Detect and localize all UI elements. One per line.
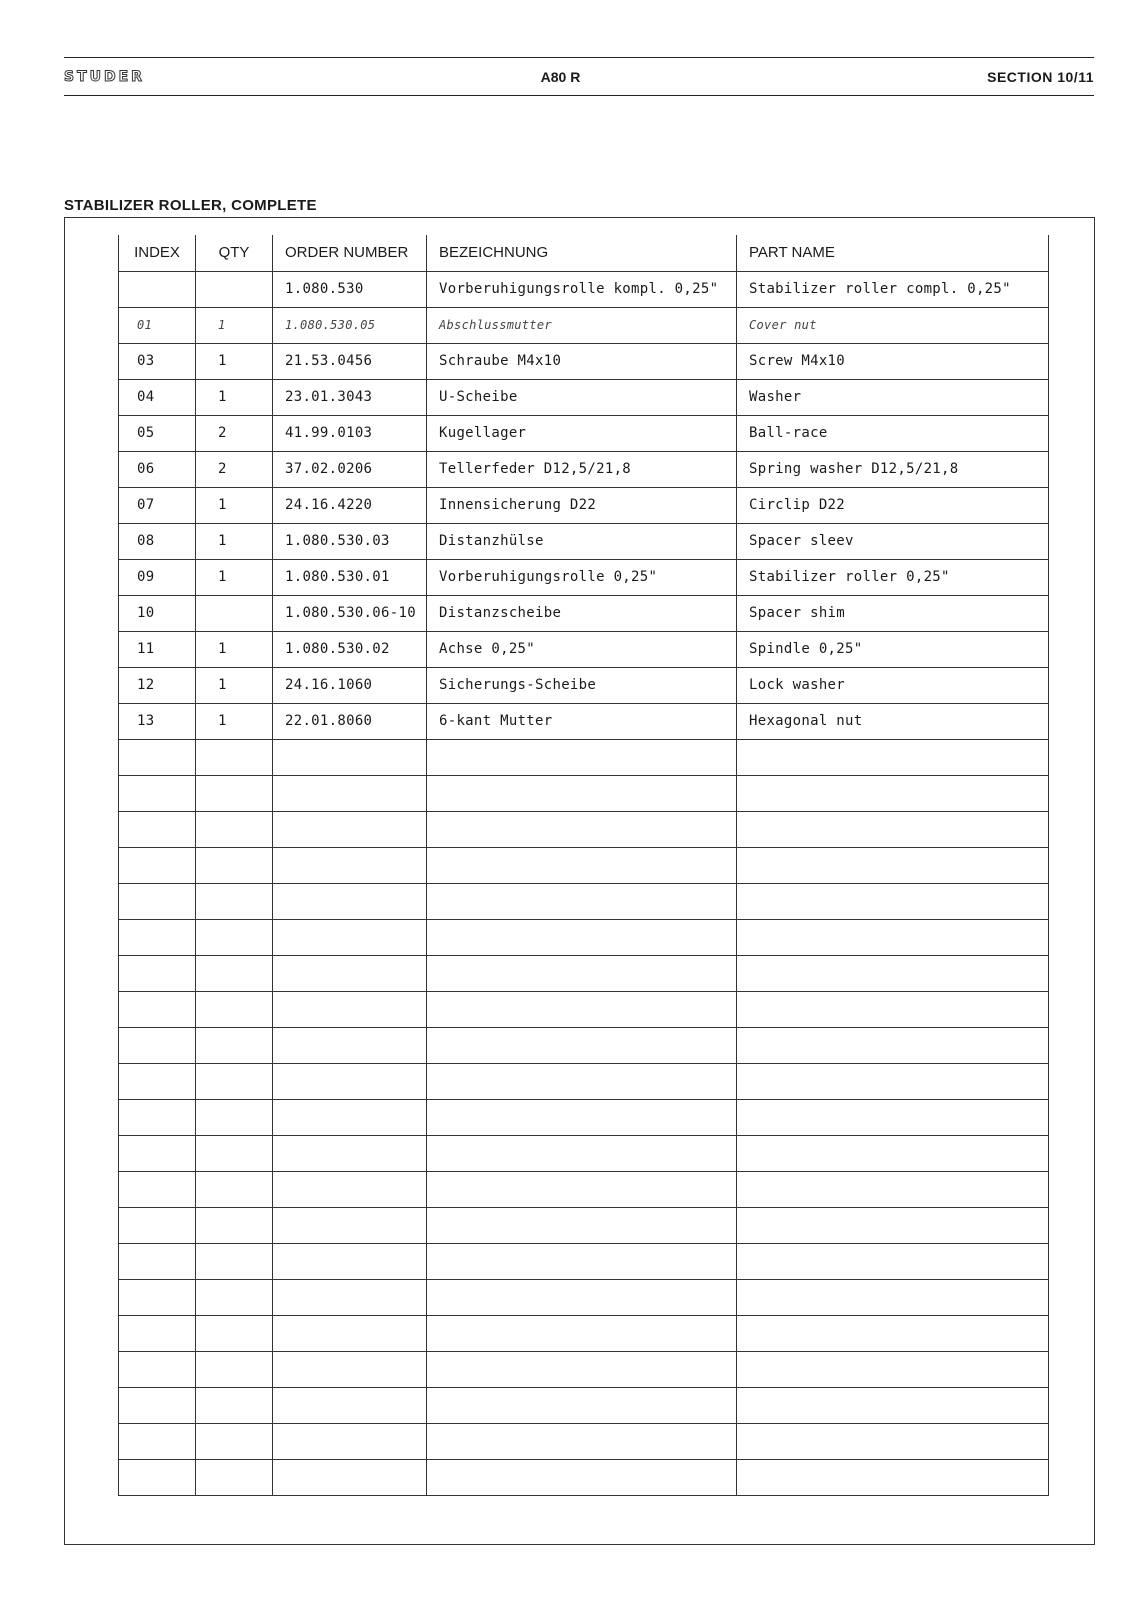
- empty-cell: [119, 1315, 196, 1351]
- empty-cell: [737, 847, 1049, 883]
- cell-part-name: Washer: [737, 379, 1049, 415]
- cell-bezeichnung: Vorberuhigungsrolle 0,25": [427, 559, 737, 595]
- empty-cell: [427, 1459, 737, 1495]
- column-header-index: INDEX: [119, 235, 196, 271]
- empty-cell: [737, 811, 1049, 847]
- cell-qty: 1: [196, 631, 273, 667]
- cell-order-number: 1.080.530.05: [273, 307, 427, 343]
- table-row: [119, 343, 1049, 379]
- table-header-row: [119, 235, 1049, 271]
- cell-bezeichnung: Distanzscheibe: [427, 595, 737, 631]
- empty-cell: [273, 811, 427, 847]
- empty-cell: [427, 1315, 737, 1351]
- cell-index: 12: [119, 667, 196, 703]
- empty-cell: [273, 739, 427, 775]
- empty-table-row: [119, 1063, 1049, 1099]
- empty-cell: [119, 1171, 196, 1207]
- empty-cell: [273, 1099, 427, 1135]
- empty-cell: [196, 1459, 273, 1495]
- empty-cell: [196, 1135, 273, 1171]
- empty-cell: [196, 1351, 273, 1387]
- empty-cell: [119, 1207, 196, 1243]
- empty-cell: [427, 919, 737, 955]
- table-row: [119, 595, 1049, 631]
- empty-cell: [737, 1387, 1049, 1423]
- cell-bezeichnung: Vorberuhigungsrolle kompl. 0,25": [427, 271, 737, 307]
- cell-qty: 1: [196, 523, 273, 559]
- empty-cell: [737, 919, 1049, 955]
- header-top-rule: [64, 57, 1094, 58]
- table-row: [119, 667, 1049, 703]
- empty-cell: [196, 775, 273, 811]
- column-header-bezeichnung: BEZEICHNUNG: [427, 235, 737, 271]
- empty-cell: [427, 1171, 737, 1207]
- cell-part-name: Lock washer: [737, 667, 1049, 703]
- cell-index: 04: [119, 379, 196, 415]
- empty-table-row: [119, 1027, 1049, 1063]
- empty-table-row: [119, 1099, 1049, 1135]
- empty-cell: [427, 739, 737, 775]
- empty-cell: [196, 1279, 273, 1315]
- cell-qty: 1: [196, 343, 273, 379]
- cell-part-name: Spring washer D12,5/21,8: [737, 451, 1049, 487]
- empty-table-row: [119, 775, 1049, 811]
- cell-part-name: Ball-race: [737, 415, 1049, 451]
- empty-cell: [427, 883, 737, 919]
- empty-cell: [196, 1315, 273, 1351]
- empty-cell: [119, 1387, 196, 1423]
- cell-index: 01: [119, 307, 196, 343]
- empty-table-row: [119, 1171, 1049, 1207]
- empty-cell: [737, 739, 1049, 775]
- empty-cell: [119, 1279, 196, 1315]
- empty-cell: [196, 1099, 273, 1135]
- empty-cell: [427, 955, 737, 991]
- cell-part-name: Circlip D22: [737, 487, 1049, 523]
- cell-qty: 2: [196, 451, 273, 487]
- cell-order-number: 24.16.1060: [273, 667, 427, 703]
- empty-cell: [427, 1243, 737, 1279]
- table-row: [119, 559, 1049, 595]
- empty-table-row: [119, 1459, 1049, 1495]
- cell-qty: [196, 595, 273, 631]
- empty-cell: [737, 1315, 1049, 1351]
- cell-qty: 1: [196, 559, 273, 595]
- empty-cell: [119, 775, 196, 811]
- empty-cell: [737, 1279, 1049, 1315]
- cell-order-number: 23.01.3043: [273, 379, 427, 415]
- cell-part-name: Stabilizer roller 0,25": [737, 559, 1049, 595]
- empty-cell: [273, 919, 427, 955]
- empty-cell: [119, 811, 196, 847]
- empty-cell: [196, 1207, 273, 1243]
- empty-cell: [427, 775, 737, 811]
- empty-cell: [427, 847, 737, 883]
- cell-qty: 1: [196, 487, 273, 523]
- cell-qty: 2: [196, 415, 273, 451]
- table-row: [119, 523, 1049, 559]
- empty-cell: [427, 1423, 737, 1459]
- cell-bezeichnung: Schraube M4x10: [427, 343, 737, 379]
- empty-cell: [196, 847, 273, 883]
- empty-cell: [427, 1207, 737, 1243]
- cell-part-name: Spacer sleev: [737, 523, 1049, 559]
- empty-cell: [273, 1135, 427, 1171]
- empty-cell: [119, 991, 196, 1027]
- column-header-part-name: PART NAME: [737, 235, 1049, 271]
- empty-cell: [119, 1135, 196, 1171]
- empty-cell: [196, 919, 273, 955]
- header-bottom-rule: [64, 95, 1094, 96]
- cell-order-number: 1.080.530.03: [273, 523, 427, 559]
- empty-cell: [273, 847, 427, 883]
- empty-cell: [273, 1387, 427, 1423]
- empty-cell: [737, 991, 1049, 1027]
- cell-order-number: 1.080.530.01: [273, 559, 427, 595]
- cell-index: 09: [119, 559, 196, 595]
- cell-qty: 1: [196, 307, 273, 343]
- empty-cell: [196, 1063, 273, 1099]
- cell-qty: 1: [196, 379, 273, 415]
- document-title: STABILIZER ROLLER, COMPLETE: [64, 197, 317, 214]
- empty-cell: [196, 883, 273, 919]
- empty-cell: [196, 1243, 273, 1279]
- cell-part-name: Spindle 0,25": [737, 631, 1049, 667]
- cell-order-number: 1.080.530: [273, 271, 427, 307]
- cell-bezeichnung: Tellerfeder D12,5/21,8: [427, 451, 737, 487]
- empty-cell: [737, 1099, 1049, 1135]
- table-row: [119, 307, 1049, 343]
- empty-cell: [119, 1243, 196, 1279]
- cell-order-number: 1.080.530.02: [273, 631, 427, 667]
- cell-index: [119, 271, 196, 307]
- cell-index: 05: [119, 415, 196, 451]
- empty-cell: [737, 1135, 1049, 1171]
- empty-cell: [427, 991, 737, 1027]
- empty-cell: [119, 1351, 196, 1387]
- empty-table-row: [119, 1315, 1049, 1351]
- empty-cell: [273, 955, 427, 991]
- empty-cell: [273, 775, 427, 811]
- empty-cell: [427, 1027, 737, 1063]
- empty-cell: [737, 1207, 1049, 1243]
- table-row: [119, 451, 1049, 487]
- cell-order-number: 22.01.8060: [273, 703, 427, 739]
- empty-cell: [273, 1171, 427, 1207]
- column-header-order-number: ORDER NUMBER: [273, 235, 427, 271]
- empty-table-row: [119, 883, 1049, 919]
- cell-qty: 1: [196, 703, 273, 739]
- parts-table: [118, 235, 1049, 1496]
- cell-index: 07: [119, 487, 196, 523]
- section-label: SECTION 10/11: [987, 69, 1094, 85]
- column-header-qty: QTY: [196, 235, 273, 271]
- cell-bezeichnung: Abschlussmutter: [427, 307, 737, 343]
- empty-cell: [737, 1423, 1049, 1459]
- empty-cell: [119, 1099, 196, 1135]
- cell-index: 11: [119, 631, 196, 667]
- empty-cell: [273, 1351, 427, 1387]
- empty-cell: [119, 1027, 196, 1063]
- empty-cell: [427, 1387, 737, 1423]
- empty-cell: [427, 1351, 737, 1387]
- empty-cell: [196, 739, 273, 775]
- cell-bezeichnung: Distanzhülse: [427, 523, 737, 559]
- cell-order-number: 37.02.0206: [273, 451, 427, 487]
- cell-bezeichnung: Innensicherung D22: [427, 487, 737, 523]
- cell-order-number: 41.99.0103: [273, 415, 427, 451]
- empty-cell: [196, 1171, 273, 1207]
- cell-part-name: Hexagonal nut: [737, 703, 1049, 739]
- empty-table-row: [119, 1207, 1049, 1243]
- empty-table-row: [119, 1423, 1049, 1459]
- empty-cell: [273, 1243, 427, 1279]
- model-label: A80 R: [540, 69, 581, 85]
- empty-cell: [119, 847, 196, 883]
- empty-table-row: [119, 955, 1049, 991]
- empty-table-row: [119, 1279, 1049, 1315]
- empty-cell: [273, 1207, 427, 1243]
- empty-cell: [273, 1315, 427, 1351]
- empty-cell: [737, 1027, 1049, 1063]
- empty-cell: [273, 991, 427, 1027]
- cell-qty: [196, 271, 273, 307]
- studer-logo: STUDER: [64, 69, 145, 85]
- empty-cell: [427, 1063, 737, 1099]
- empty-cell: [119, 739, 196, 775]
- table-row: [119, 271, 1049, 307]
- empty-cell: [196, 1387, 273, 1423]
- empty-cell: [119, 1063, 196, 1099]
- empty-cell: [196, 1423, 273, 1459]
- cell-order-number: 21.53.0456: [273, 343, 427, 379]
- empty-cell: [737, 883, 1049, 919]
- empty-cell: [427, 1279, 737, 1315]
- empty-cell: [737, 1243, 1049, 1279]
- cell-part-name: Cover nut: [737, 307, 1049, 343]
- empty-cell: [119, 1423, 196, 1459]
- empty-cell: [427, 1099, 737, 1135]
- cell-index: 10: [119, 595, 196, 631]
- empty-table-row: [119, 991, 1049, 1027]
- empty-cell: [119, 1459, 196, 1495]
- table-row: [119, 379, 1049, 415]
- cell-order-number: 24.16.4220: [273, 487, 427, 523]
- cell-bezeichnung: Sicherungs-Scheibe: [427, 667, 737, 703]
- empty-cell: [427, 1135, 737, 1171]
- empty-cell: [273, 1459, 427, 1495]
- empty-table-row: [119, 919, 1049, 955]
- empty-table-row: [119, 1351, 1049, 1387]
- empty-cell: [119, 919, 196, 955]
- empty-table-row: [119, 739, 1049, 775]
- cell-index: 06: [119, 451, 196, 487]
- cell-part-name: Screw M4x10: [737, 343, 1049, 379]
- table-row: [119, 487, 1049, 523]
- empty-cell: [119, 955, 196, 991]
- table-row: [119, 631, 1049, 667]
- empty-cell: [273, 1027, 427, 1063]
- empty-table-row: [119, 1243, 1049, 1279]
- empty-cell: [737, 1459, 1049, 1495]
- empty-cell: [196, 991, 273, 1027]
- empty-cell: [119, 883, 196, 919]
- empty-cell: [273, 883, 427, 919]
- cell-order-number: 1.080.530.06-10: [273, 595, 427, 631]
- empty-table-row: [119, 811, 1049, 847]
- cell-bezeichnung: Achse 0,25": [427, 631, 737, 667]
- empty-cell: [737, 775, 1049, 811]
- table-row: [119, 703, 1049, 739]
- empty-cell: [737, 1351, 1049, 1387]
- empty-cell: [737, 1063, 1049, 1099]
- cell-part-name: Spacer shim: [737, 595, 1049, 631]
- empty-table-row: [119, 1387, 1049, 1423]
- empty-cell: [273, 1063, 427, 1099]
- empty-cell: [196, 1027, 273, 1063]
- cell-qty: 1: [196, 667, 273, 703]
- empty-cell: [196, 811, 273, 847]
- cell-bezeichnung: U-Scheibe: [427, 379, 737, 415]
- empty-table-row: [119, 847, 1049, 883]
- empty-cell: [427, 811, 737, 847]
- empty-cell: [196, 955, 273, 991]
- empty-cell: [273, 1423, 427, 1459]
- cell-bezeichnung: 6-kant Mutter: [427, 703, 737, 739]
- empty-table-row: [119, 1135, 1049, 1171]
- cell-index: 03: [119, 343, 196, 379]
- cell-index: 13: [119, 703, 196, 739]
- empty-cell: [737, 1171, 1049, 1207]
- empty-cell: [737, 955, 1049, 991]
- table-row: [119, 415, 1049, 451]
- cell-bezeichnung: Kugellager: [427, 415, 737, 451]
- cell-index: 08: [119, 523, 196, 559]
- cell-part-name: Stabilizer roller compl. 0,25": [737, 271, 1049, 307]
- empty-cell: [273, 1279, 427, 1315]
